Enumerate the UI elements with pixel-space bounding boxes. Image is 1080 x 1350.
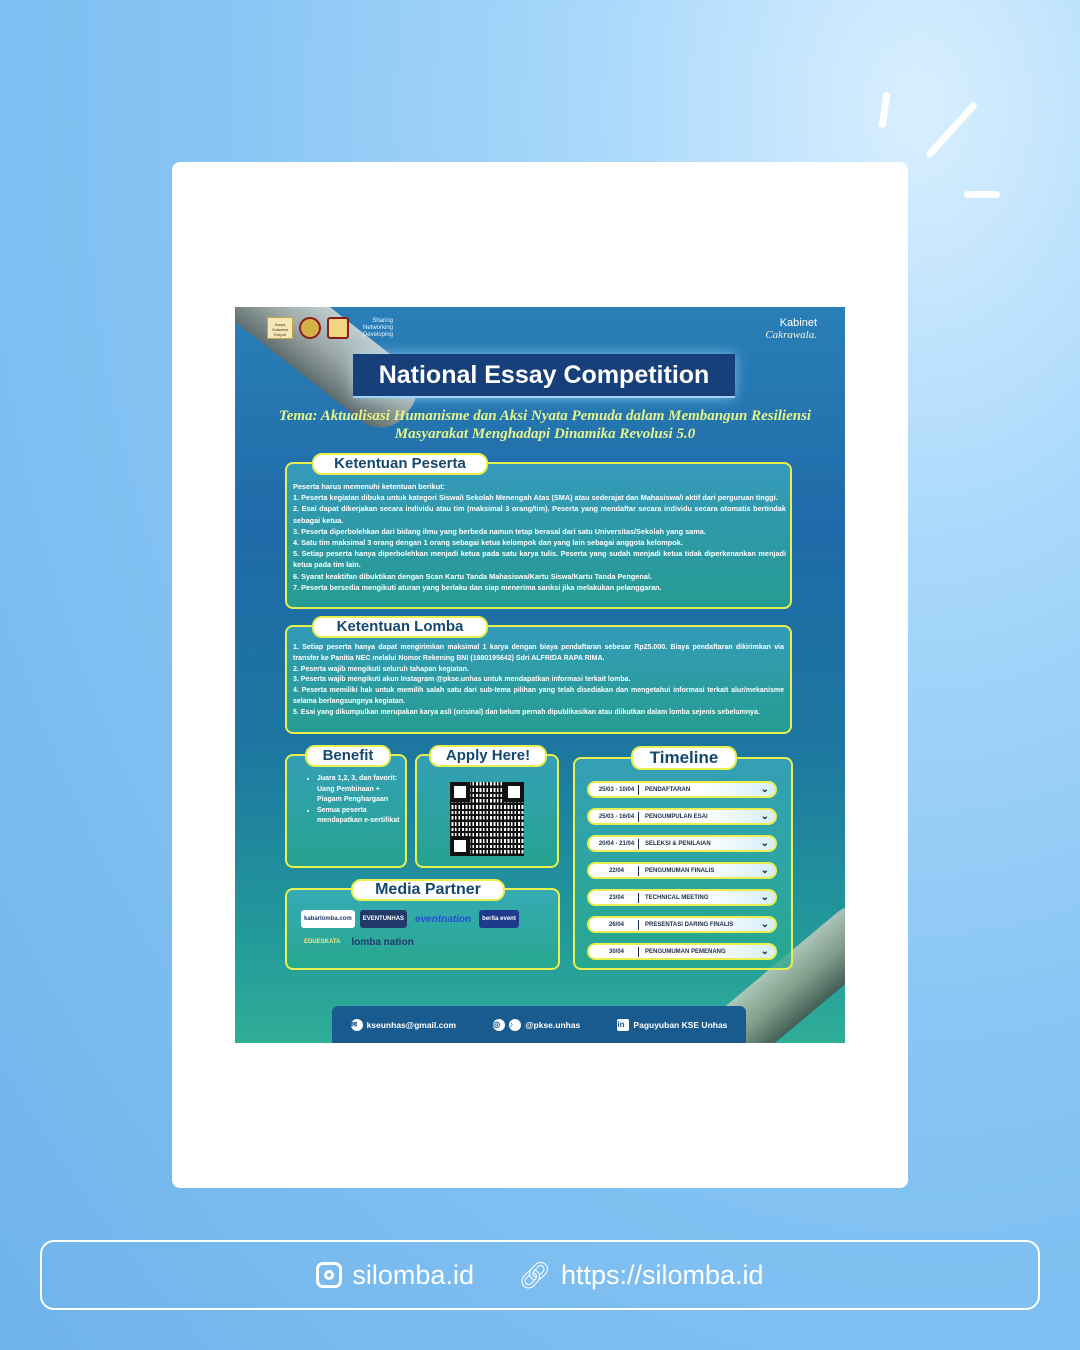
rule-item: 3. Peserta wajib mengikuti akun Instagram @pkse.unhas untuk mendapatkan informasi terkait lomba. — [293, 676, 631, 684]
bottom-link-bar — [40, 1240, 1040, 1310]
section-title: Ketentuan Lomba — [312, 616, 488, 638]
partner-logo: eventnation — [415, 913, 472, 925]
kabinet-label: Kabinet Cakrawala. — [765, 317, 817, 341]
instagram-link[interactable] — [316, 1260, 474, 1291]
benefit-item: • Semua peserta mendapatkan e-sertifikat — [317, 806, 401, 827]
rule-item: 3. Peserta diperbolehkan dari bidang ilmu yang berbeda namun tetap berasal dari satu Universitas/Sekolah yang sama. — [293, 526, 706, 536]
chevron-down-icon: ⌄ — [760, 838, 769, 849]
instagram-icon: ◎ — [493, 1019, 505, 1031]
partner-logo: EDUESKATA — [304, 939, 341, 945]
timeline-row[interactable]: 30/04 PENGUMUMAN PEMENANG ⌄ — [587, 943, 777, 960]
chevron-down-icon: ⌄ — [760, 946, 769, 957]
section-title: Apply Here! — [429, 745, 547, 767]
chevron-down-icon: ⌄ — [760, 892, 769, 903]
mail-icon: ✉ — [351, 1019, 363, 1031]
rule-item: 1. Setiap peserta hanya dapat mengirimkan maksimal 1 karya dengan biaya pendaftaran sebesar Rp25.000. Biaya pendaftaran dikirimkan via transfer ke Panitia NEC melalui Nomor Rekening BNI (1980195642) Sdri ALFRIDA RAPA RIMA. — [293, 644, 784, 662]
poster-theme: Tema: Aktualisasi Humanisme dan Aksi Nyata Pemuda dalam Membangun Resiliensi Masyarakat Menghadapi Dinamika Revolusi 5.0 — [278, 408, 812, 442]
chevron-down-icon: ⌄ — [760, 865, 769, 876]
kabinet-name: Cakrawala. — [765, 329, 817, 341]
chevron-down-icon: ⌄ — [760, 811, 769, 822]
section-title: Ketentuan Peserta — [312, 453, 488, 475]
timeline-section — [573, 748, 793, 970]
link-icon: 🔗︎ — [517, 1259, 551, 1290]
rule-item: 2. Peserta wajib mengikuti seluruh tahapan kegiatan. — [293, 665, 469, 673]
ketentuan-peserta-section — [285, 455, 792, 609]
benefit-section — [285, 747, 407, 868]
poster-footer — [332, 1006, 746, 1043]
rule-item: 7. Peserta bersedia mengikuti aturan yang berlaku dan siap menerima sanksi jika melakukan pelanggaran. — [293, 582, 662, 592]
sparkle-decoration — [925, 101, 978, 159]
timeline-row[interactable]: 25/03 - 10/04 PENDAFTARAN ⌄ — [587, 781, 777, 798]
chevron-down-icon: ⌄ — [760, 919, 769, 930]
timeline-row[interactable]: 22/04 PENGUMUMAN FINALIS ⌄ — [587, 862, 777, 879]
qr-code[interactable] — [450, 782, 524, 856]
tagline-logo: Sharing Networking Developing — [362, 317, 393, 338]
poster-title: National Essay Competition — [353, 354, 735, 398]
section-title: Media Partner — [351, 879, 505, 901]
timeline-row[interactable]: 26/04 PRESENTASI DARING FINALIS ⌄ — [587, 916, 777, 933]
rule-item: 5. Esai yang dikumpulkan merupakan karya asli (orisinal) dan belum pernah dipublikasikan atau diikutkan dalam lomba sejenis sebelumnya. — [293, 708, 760, 716]
media-partner-section — [285, 881, 560, 970]
website-link[interactable] — [518, 1260, 764, 1291]
ketentuan-lomba-section — [285, 618, 792, 734]
partner-logo: berita event — [479, 910, 519, 928]
instagram-icon — [316, 1262, 342, 1288]
partner-logo: EVENTUNHAS — [360, 910, 407, 928]
website-url: https://silomba.id — [560, 1259, 764, 1290]
partner-logo: lomba nation — [351, 936, 414, 948]
timeline-row[interactable]: 23/04 TECHNICAL MEETING ⌄ — [587, 889, 777, 906]
section-body — [287, 627, 790, 719]
chevron-down-icon: ⌄ — [760, 784, 769, 795]
rule-item: 1. Peserta kegiatan dibuka untuk kategori Siswa/i Sekolah Menengah Atas (SMA) atau sederajat dan Mahasiswa/i aktif dari perguruan tinggi. — [293, 493, 778, 503]
kse-logo — [327, 317, 349, 339]
social-contact[interactable]: ◎ ♪ @pkse.unhas — [493, 1019, 581, 1030]
instagram-handle: silomba.id — [352, 1259, 474, 1290]
email-contact[interactable]: ✉ kseunhas@gmail.com — [350, 1019, 457, 1030]
section-body: Peserta harus memenuhi ketentuan berikut: 1. Peserta kegiatan dibuka untuk kategori Siswa/i Sekolah Menengah Atas (SMA) atau sederajat dan Mahasiswa/i aktif dari perguruan tinggi. 2. Esai dapat dikerjakan secara individu atau tim (maksimal 3 orang/tim). Peserta yang mendaftar secara individu secara otomatis bertindak sebagai ketua. 3. Peserta diperbolehkan dari bidang ilmu yang berbeda namun tetap berasal dari satu Universitas/Sekolah yang sama. 4. Satu tim maksimal 3 orang dengan 1 orang sebagai ketua kelompok dan yang lain sebagai anggota kelompok. 5. Setiap peserta hanya diperbolehkan menjadi ketua pada satu karya tulis. Peserta yang sudah menjadi ketua tidak diperkenankan menjadi ketua pada tim lain. 6. Syarat keaktifan dibuktikan dengan Scan Kartu Tanda Mahasiswa/Kartu Siswa/Kartu Tanda Pengenal. 7. Peserta bersedia mengikuti aturan yang berlaku dan siap menerima sanksi jika melakukan pelanggaran. — [293, 482, 786, 592]
section-title: Benefit — [305, 745, 391, 767]
sparkle-decoration — [879, 92, 891, 129]
university-seal-logo — [299, 317, 321, 339]
linkedin-icon: in — [617, 1019, 629, 1031]
karya-logo: Karya Sulawesi Empat — [267, 317, 293, 339]
rule-item: 4. Peserta memiliki hak untuk memilih salah satu dari sub-tema pilihan yang telah disediakan dan mengetahui informasi terkait alur/mekanisme selama berlangsungnya kegiatan. — [293, 687, 784, 705]
rule-item: 4. Satu tim maksimal 3 orang dengan 1 orang sebagai ketua kelompok dan yang lain sebagai anggota kelompok. — [293, 538, 683, 548]
section-title: Timeline — [631, 746, 737, 770]
tiktok-icon: ♪ — [509, 1019, 521, 1031]
rule-item: 5. Setiap peserta hanya diperbolehkan menjadi ketua pada satu karya tulis. Peserta yang sudah menjadi ketua tidak diperkenankan menjadi ketua pada tim lain. — [293, 549, 786, 570]
rule-item: 2. Esai dapat dikerjakan secara individu atau tim (maksimal 3 orang/tim). Peserta yang mendaftar secara individu secara otomatis bertindak sebagai ketua. — [293, 504, 786, 525]
timeline-row[interactable]: 20/04 - 21/04 SELEKSI & PENILAIAN ⌄ — [587, 835, 777, 852]
apply-section — [415, 747, 559, 868]
rule-item: 6. Syarat keaktifan dibuktikan dengan Scan Kartu Tanda Mahasiswa/Kartu Siswa/Kartu Tanda Pengenal. — [293, 571, 653, 581]
benefit-item: • Juara 1,2, 3, dan favorit: Uang Pembinaan + Piagam Penghargaan — [317, 774, 401, 806]
competition-poster — [235, 307, 845, 1043]
partner-logo: kabarlomba.com — [301, 910, 355, 928]
sparkle-decoration — [964, 191, 1000, 198]
timeline-row[interactable]: 25/03 - 16/04 PENGUMPULAN ESAI ⌄ — [587, 808, 777, 825]
media-partner-logos — [301, 910, 551, 951]
linkedin-contact[interactable]: in Paguyuban KSE Unhas — [617, 1019, 728, 1030]
organizer-logos — [267, 317, 393, 339]
